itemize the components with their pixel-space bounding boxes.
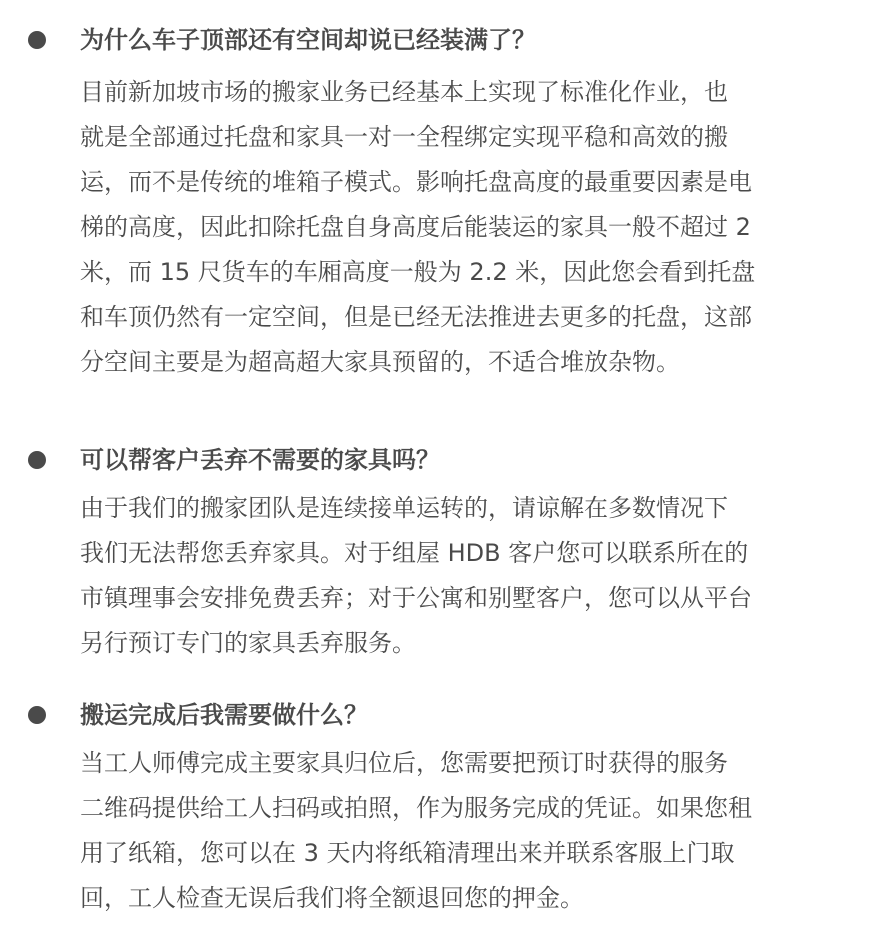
faq-question: 可以帮客户丢弃不需要的家具吗？ bbox=[80, 446, 440, 474]
faq-question: 为什么车子顶部还有空间却说已经装满了？ bbox=[80, 26, 536, 54]
answer-line: 另行预订专门的家具丢弃服务。 bbox=[80, 629, 416, 657]
answer-line: 我们无法帮您丢弃家具。对于组屋 HDB 客户您可以联系所在的 bbox=[80, 539, 749, 567]
faq-question: 搬运完成后我需要做什么？ bbox=[80, 701, 368, 729]
bullet-icon bbox=[28, 31, 46, 49]
answer-line: 回，工人检查无误后我们将全额退回您的押金。 bbox=[80, 884, 584, 912]
answer-line: 目前新加坡市场的搬家业务已经基本上实现了标准化作业，也 bbox=[80, 78, 728, 106]
faq-answer bbox=[80, 741, 840, 921]
answer-line: 米，而 15 尺货车的车厢高度一般为 2.2 米，因此您会看到托盘 bbox=[80, 258, 756, 286]
answer-line: 市镇理事会安排免费丢弃；对于公寓和别墅客户，您可以从平台 bbox=[80, 584, 752, 612]
answer-line: 由于我们的搬家团队是连续接单运转的，请谅解在多数情况下 bbox=[80, 494, 728, 522]
faq-answer bbox=[80, 486, 840, 666]
answer-line: 运，而不是传统的堆箱子模式。影响托盘高度的最重要因素是电 bbox=[80, 168, 752, 196]
answer-line: 和车顶仍然有一定空间，但是已经无法推进去更多的托盘，这部 bbox=[80, 303, 752, 331]
answer-line: 就是全部通过托盘和家具一对一全程绑定实现平稳和高效的搬 bbox=[80, 123, 728, 151]
bullet-icon bbox=[28, 706, 46, 724]
answer-line: 当工人师傅完成主要家具归位后，您需要把预订时获得的服务 bbox=[80, 749, 728, 777]
answer-line: 二维码提供给工人扫码或拍照，作为服务完成的凭证。如果您租 bbox=[80, 794, 752, 822]
answer-line: 分空间主要是为超高超大家具预留的，不适合堆放杂物。 bbox=[80, 348, 680, 376]
bullet-icon bbox=[28, 451, 46, 469]
answer-line: 梯的高度，因此扣除托盘自身高度后能装运的家具一般不超过 2 bbox=[80, 213, 751, 241]
answer-line: 用了纸箱，您可以在 3 天内将纸箱清理出来并联系客服上门取 bbox=[80, 839, 735, 867]
faq-answer bbox=[80, 70, 840, 385]
